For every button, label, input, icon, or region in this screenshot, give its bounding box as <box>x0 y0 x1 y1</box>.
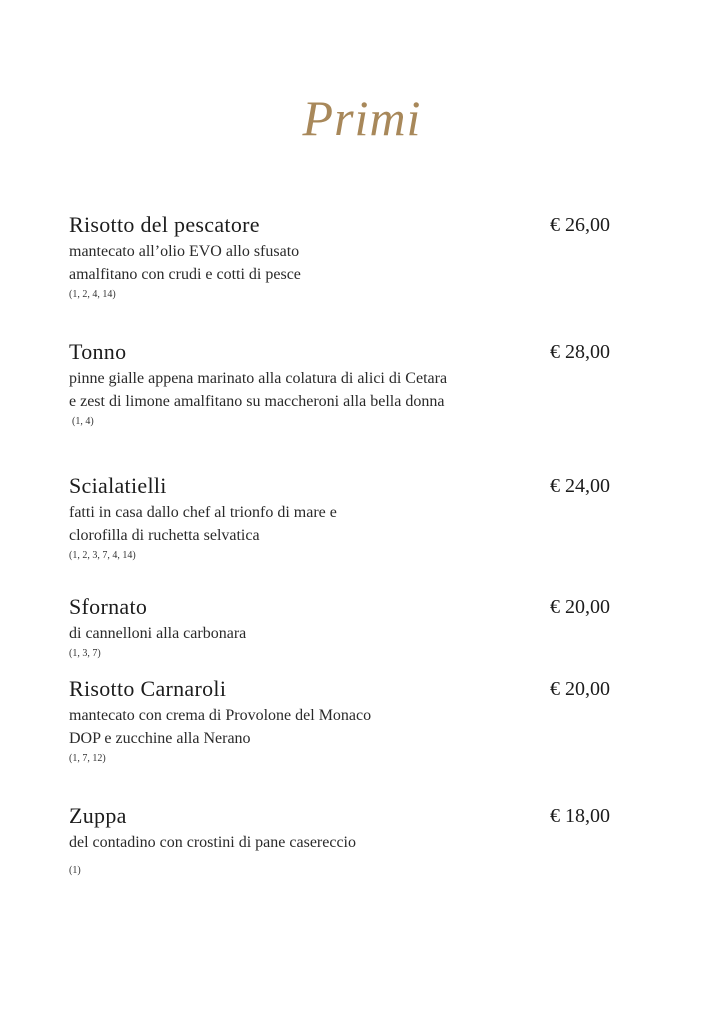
dish-name: Risotto Carnaroli <box>69 676 227 701</box>
dish-price: € 20,00 <box>550 678 610 700</box>
dish-price: € 18,00 <box>550 805 610 827</box>
dish-risotto-pescatore <box>69 212 614 303</box>
dish-name: Tonno <box>69 339 127 364</box>
dish-allergens: (1, 2, 3, 7, 4, 14) <box>69 550 136 561</box>
dish-description: del contadino con crostini di pane casereccio <box>69 834 356 851</box>
dish-allergens: (1, 3, 7) <box>69 648 101 659</box>
dish-description: di cannelloni alla carbonara <box>69 625 247 642</box>
dish-name: Scialatielli <box>69 473 167 498</box>
dish-risotto-carnaroli <box>69 676 614 767</box>
dish-name: Risotto del pescatore <box>69 212 260 237</box>
dish-sfornato <box>69 594 614 662</box>
dish-price: € 28,00 <box>550 341 610 363</box>
dish-price: € 20,00 <box>550 596 610 618</box>
dish-allergens: (1, 2, 4, 14) <box>69 289 116 300</box>
dish-price: € 26,00 <box>550 214 610 236</box>
dish-allergens: (1, 4) <box>72 416 94 427</box>
dish-description: pinne gialle appena marinato alla colatura di alici di Cetara e zest di limone amalfitano su maccheroni alla bella donna <box>69 370 448 410</box>
page-title: Primi <box>302 90 422 146</box>
dish-name: Sfornato <box>69 594 148 619</box>
dish-description: fatti in casa dallo chef al trionfo di mare e clorofilla di ruchetta selvatica <box>69 504 337 544</box>
dish-price: € 24,00 <box>550 475 610 497</box>
dish-tonno <box>69 339 614 430</box>
dish-name: Zuppa <box>69 803 127 828</box>
dish-allergens: (1, 7, 12) <box>69 753 106 764</box>
dish-scialatielli <box>69 473 614 564</box>
dish-description: mantecato con crema di Provolone del Monaco DOP e zucchine alla Nerano <box>69 707 372 747</box>
dish-allergens: (1) <box>69 865 81 876</box>
dish-zuppa <box>69 803 614 879</box>
dish-description: mantecato all’olio EVO allo sfusato amalfitano con crudi e cotti di pesce <box>69 243 301 283</box>
